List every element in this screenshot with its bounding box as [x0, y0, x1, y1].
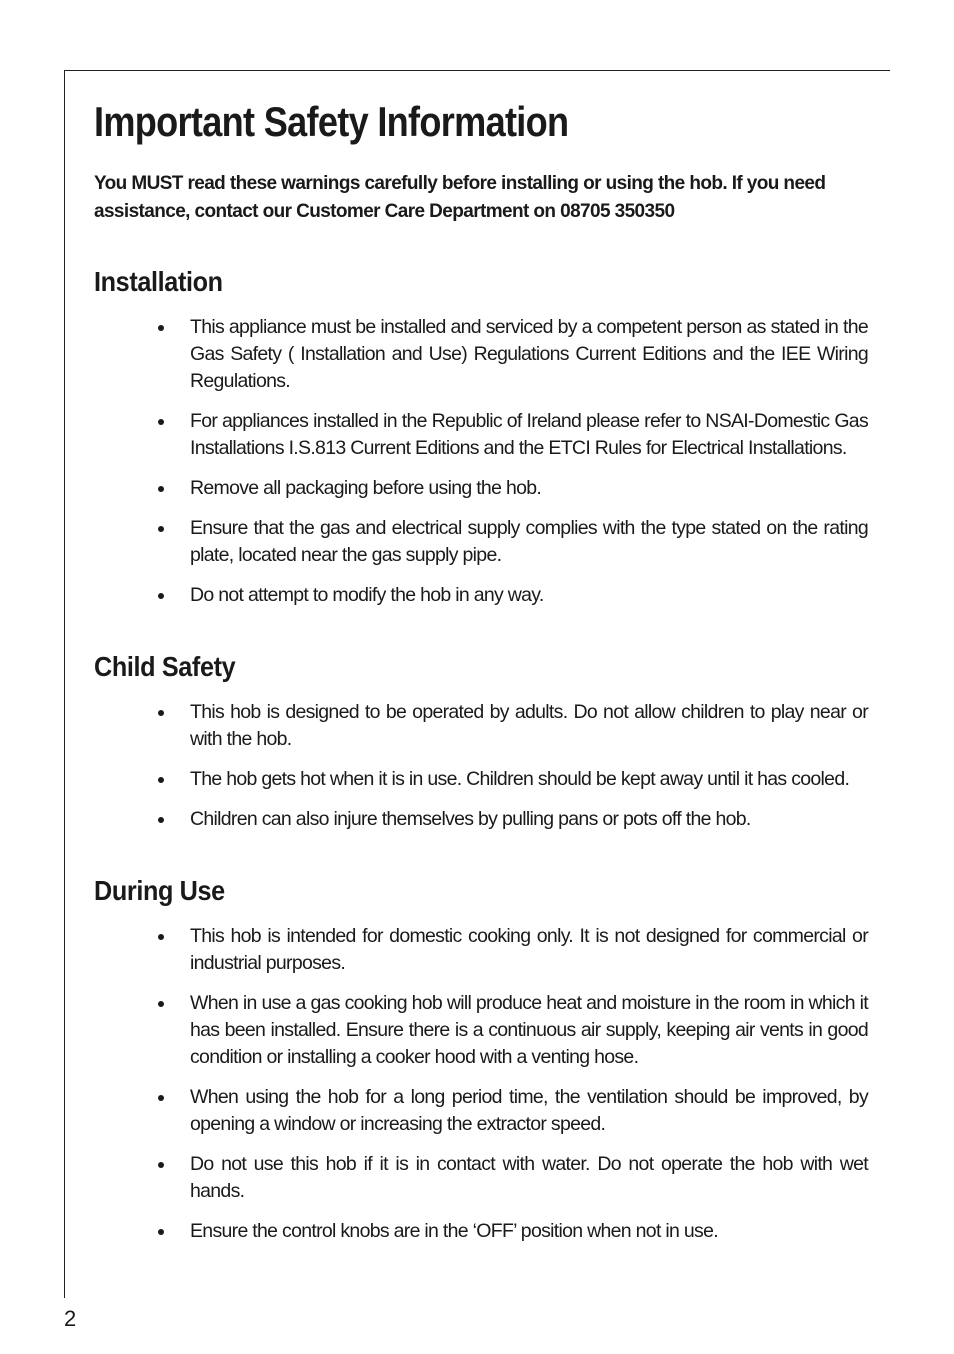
section-during-use — [94, 871, 868, 1245]
bullet-icon — [158, 486, 164, 492]
list-item-text: This hob is designed to be operated by adults. Do not allow children to play near or with the hob. — [190, 701, 868, 750]
list-item-text: The hob gets hot when it is in use. Children should be kept away until it has cooled. — [190, 768, 850, 790]
section-child-safety — [94, 647, 868, 833]
left-rule — [64, 70, 65, 1298]
list-item-text: Ensure that the gas and electrical supply complies with the type stated on the rating plate, located near the gas supply pipe. — [190, 517, 868, 566]
bullet-icon — [158, 777, 164, 783]
list-item-text: This hob is intended for domestic cooking only. It is not designed for commercial or industrial purposes. — [190, 925, 868, 974]
page-content — [94, 90, 868, 1258]
list-item-text: This appliance must be installed and serviced by a competent person as stated in the Gas Safety ( Installation and Use) Regulations Current Editions and the IEE Wiring Regulations. — [190, 316, 868, 392]
list-item-text: Do not use this hob if it is in contact with water. Do not operate the hob with wet hands. — [190, 1153, 868, 1202]
list-item — [94, 515, 868, 569]
list-item-text: When in use a gas cooking hob will produce heat and moisture in the room in which it has been installed. Ensure there is a continuous air supply, keeping air vents in good condition or installing a cooker hood with a venting hose. — [190, 992, 868, 1068]
bullet-icon — [158, 1001, 164, 1007]
list-item — [94, 1218, 868, 1245]
list-item — [94, 990, 868, 1071]
bullet-icon — [158, 593, 164, 599]
list-item — [94, 806, 868, 833]
list-item-text: Remove all packaging before using the hob. — [190, 477, 542, 499]
bullet-icon — [158, 1229, 164, 1235]
list-item-text: Children can also injure themselves by pulling pans or pots off the hob. — [190, 808, 751, 830]
section-installation — [94, 262, 868, 609]
list-item — [94, 1151, 868, 1205]
bullet-icon — [158, 325, 164, 331]
bullet-icon — [158, 934, 164, 940]
child-safety-list — [94, 699, 868, 833]
list-item — [94, 582, 868, 609]
section-heading-installation: Installation — [94, 266, 223, 297]
bullet-icon — [158, 817, 164, 823]
list-item — [94, 923, 868, 977]
list-item — [94, 1084, 868, 1138]
list-item-text: When using the hob for a long period time, the ventilation should be improved, by opening a window or increasing the extractor speed. — [190, 1086, 868, 1135]
section-heading-child-safety: Child Safety — [94, 651, 236, 682]
top-rule — [64, 70, 890, 71]
bullet-icon — [158, 526, 164, 532]
during-use-list — [94, 923, 868, 1245]
bullet-icon — [158, 710, 164, 716]
list-item-text: For appliances installed in the Republic of Ireland please refer to NSAI-Domestic Gas Installations I.S.813 Current Editions and the ETCI Rules for Electrical Installations. — [190, 410, 868, 459]
list-item — [94, 408, 868, 462]
list-item — [94, 766, 868, 793]
list-item — [94, 475, 868, 502]
bullet-icon — [158, 1162, 164, 1168]
list-item-text: Do not attempt to modify the hob in any way. — [190, 584, 544, 606]
section-heading-during-use: During Use — [94, 875, 225, 906]
bullet-icon — [158, 419, 164, 425]
list-item — [94, 314, 868, 395]
bullet-icon — [158, 1095, 164, 1101]
intro-warning: You MUST read these warnings carefully before installing or using the hob. If you need assistance, contact our Customer Care Department on 08705 350350 — [94, 173, 826, 222]
page-number: 2 — [64, 1306, 77, 1331]
page-title: Important Safety Information — [94, 98, 569, 145]
list-item — [94, 699, 868, 753]
list-item-text: Ensure the control knobs are in the ‘OFF’ position when not in use. — [190, 1220, 718, 1242]
installation-list — [94, 314, 868, 609]
